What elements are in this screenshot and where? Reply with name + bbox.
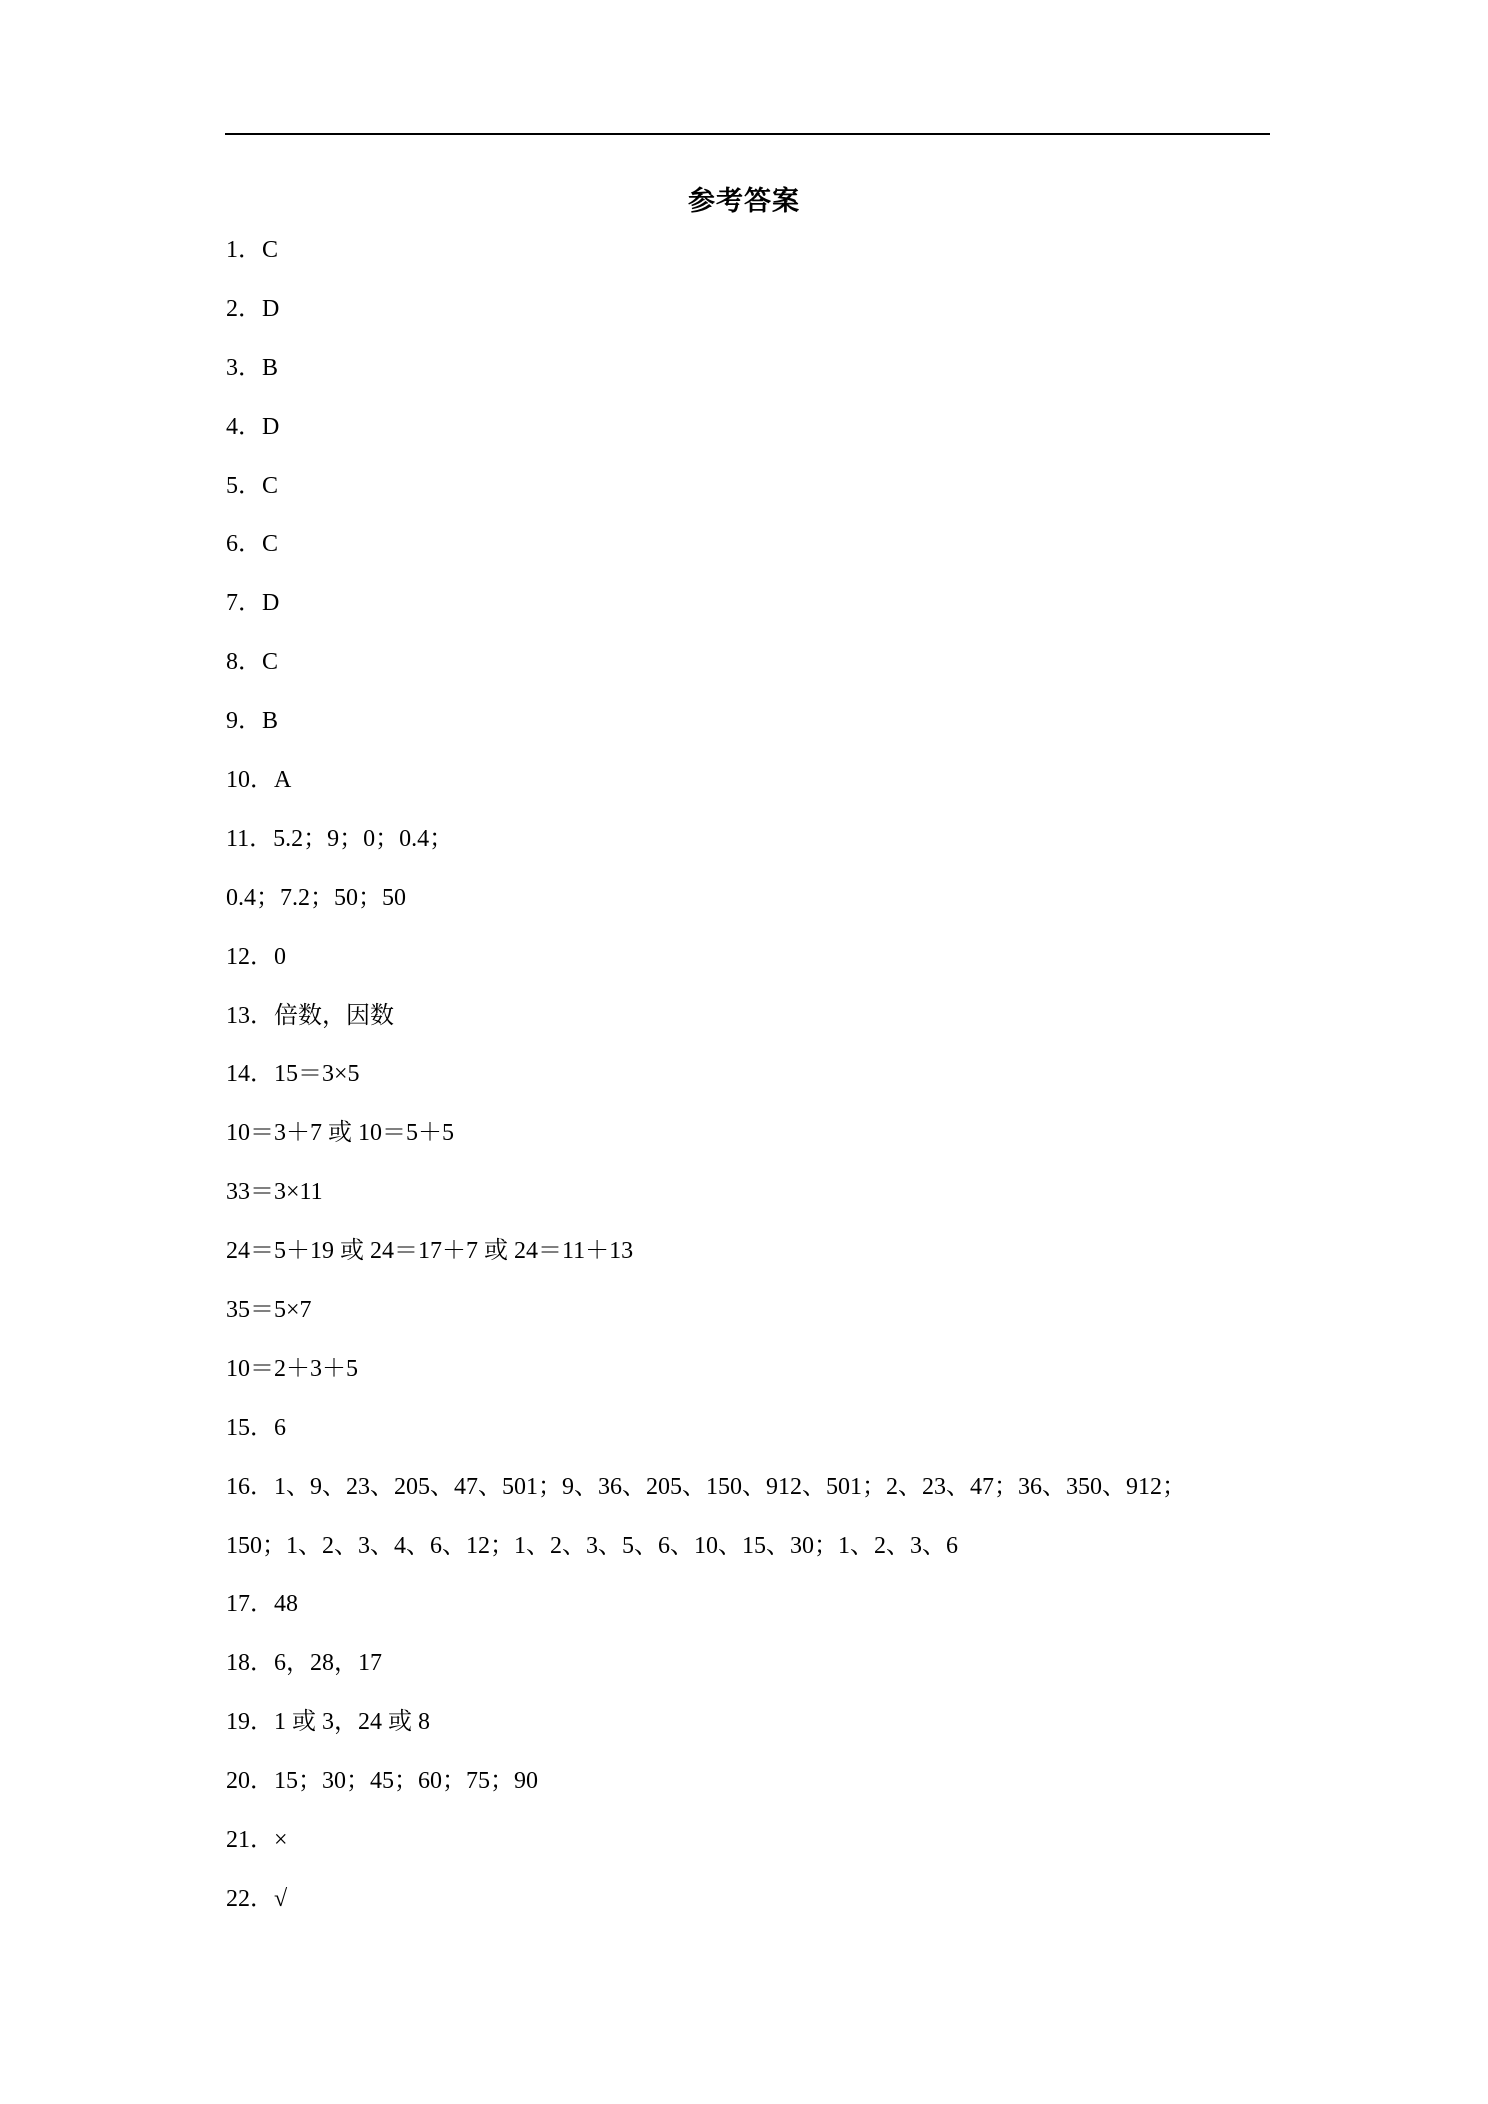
answer-line: 13．倍数，因数 [226,1002,394,1029]
answer-line: 33＝3×11 [226,1179,323,1206]
answer-line: 14．15＝3×5 [226,1061,360,1088]
page-title: 参考答案 [688,186,800,217]
answer-line: 150；1、2、3、4、6、12；1、2、3、5、6、10、15、30；1、2、3、6 [226,1532,958,1559]
answer-line: 10．A [226,767,292,794]
answer-line: 22．√ [226,1885,288,1912]
answer-line: 7．D [226,590,280,617]
answer-line: 10＝3＋7 或 10＝5＋5 [226,1120,454,1147]
answer-line: 15．6 [226,1414,286,1441]
answer-line: 0.4；7.2；50；50 [226,884,406,911]
answer-line: 35＝5×7 [226,1297,312,1324]
answer-line: 16．1、9、23、205、47、501；9、36、205、150、912、501；2、23、47；36、350、912； [226,1473,1186,1500]
answer-line: 18．6，28，17 [226,1650,382,1677]
answer-line: 5．C [226,472,279,499]
answer-line: 9．B [226,708,279,735]
answer-line: 21．× [226,1827,288,1854]
answer-line: 24＝5＋19 或 24＝17＋7 或 24＝11＋13 [226,1238,634,1265]
header-rule [225,133,1270,135]
answer-line: 12．0 [226,943,286,970]
answer-line: 20．15；30；45；60；75；90 [226,1768,538,1795]
answer-line: 6．C [226,531,279,558]
answer-line: 10＝2＋3＋5 [226,1355,358,1382]
answer-line: 2．D [226,295,280,322]
answer-line: 4．D [226,413,280,440]
answer-line: 1．C [226,237,279,263]
answer-line: 3．B [226,354,279,381]
answer-line: 17．48 [226,1591,298,1618]
answer-line: 19．1 或 3，24 或 8 [226,1709,430,1736]
answer-list [226,232,1286,1940]
answer-line: 8．C [226,649,279,676]
answer-line: 11．5.2；9；0；0.4； [226,825,454,852]
